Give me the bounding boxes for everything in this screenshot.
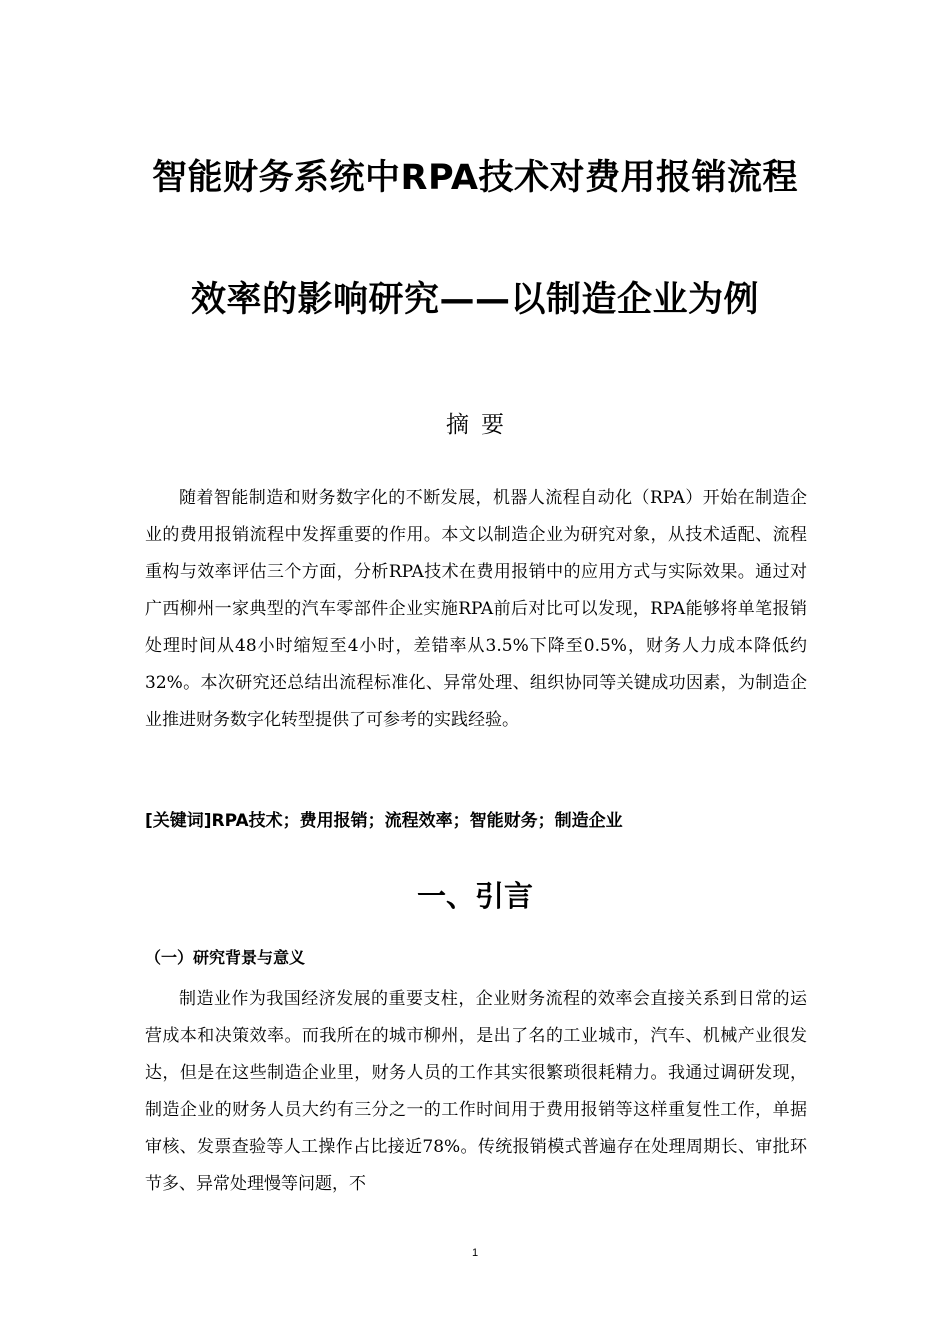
subsection-heading-background: （一）研究背景与意义 (145, 948, 306, 967)
page-number: 1 (471, 1247, 479, 1259)
abstract-heading: 摘要 (446, 412, 516, 438)
abstract-paragraph: 随着智能制造和财务数字化的不断发展，机器人流程自动化（RPA）开始在制造企业的费用报销流程中发挥重要的作用。本文以制造企业为研究对象，从技术适配、流程重构与效率评估三个方面，分析RPA技术在费用报销中的应用方式与实际效果。通过对广西柳州一家典型的汽车零部件企业实施RPA前后对比可以发现，RPA能够将单笔报销处理时间从48小时缩短至4小时，差错率从3.5%下降至0.5%，财务人力成本降低约32%。本次研究还总结出流程标准化、异常处理、组织协同等关键成功因素，为制造企业推进财务数字化转型提供了可参考的实践经验。 (145, 488, 807, 730)
section-heading-introduction: 一、引言 (416, 879, 533, 913)
paper-title-line-2: 效率的影响研究——以制造企业为例 (190, 280, 759, 320)
background-paragraph: 制造业作为我国经济发展的重要支柱，企业财务流程的效率会直接关系到日常的运营成本和决策效率。而我所在的城市柳州，是出了名的工业城市，汽车、机械产业很发达，但是在这些制造企业里，财务人员的工作其实很繁琐很耗精力。我通过调研发现，制造企业的财务人员大约有三分之一的工作时间用于费用报销等这样重复性工作，单据审核、发票查验等人工操作占比接近78%。传统报销模式普遍存在处理周期长、审批环节多、异常处理慢等问题，不 (145, 989, 807, 1194)
keywords-line: [关键词]RPA技术；费用报销；流程效率；智能财务；制造企业 (145, 811, 623, 831)
paper-title-line-1: 智能财务系统中RPA技术对费用报销流程 (152, 158, 798, 198)
